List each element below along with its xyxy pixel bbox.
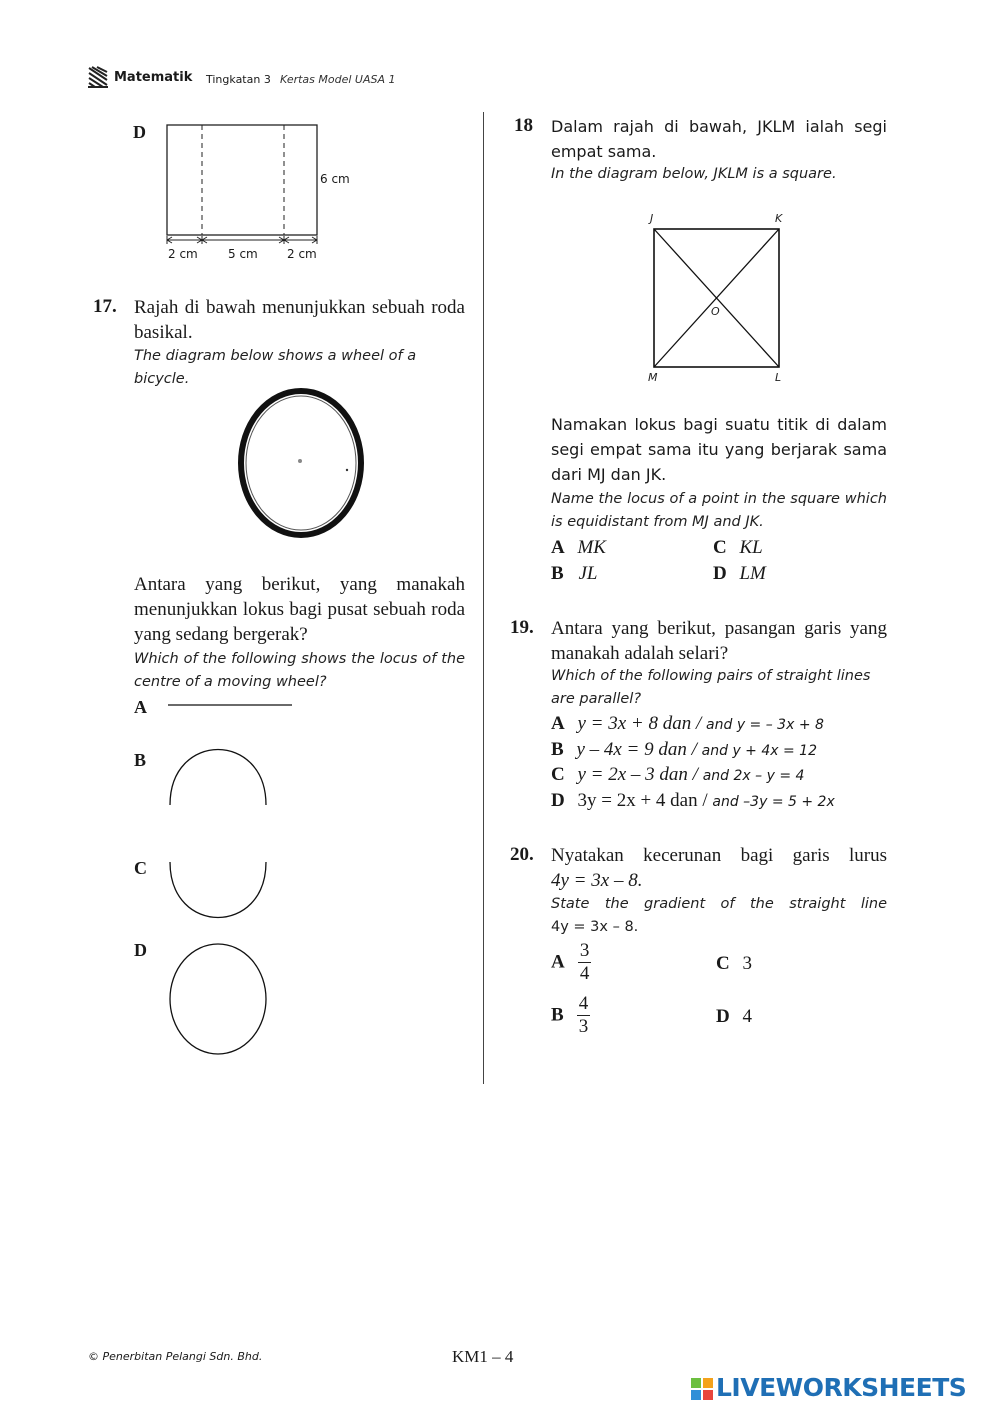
q16-option-d-net-diagram: [160, 118, 360, 268]
q20-option-a[interactable]: [551, 940, 591, 985]
q20-option-b[interactable]: [551, 993, 590, 1038]
q18-text-en: In the diagram below, JKLM is a square.: [551, 166, 837, 182]
q19-option-a-equation-en: and y = – 3x + 8: [706, 717, 824, 733]
header-series: Kertas Model UASA 1: [280, 73, 396, 86]
q18-option-c-text: KL: [739, 537, 763, 558]
center-o-label: O: [711, 305, 720, 318]
q20-option-d-label: D: [716, 1006, 730, 1027]
liveworksheets-wordmark: LIVEWORKSHEETS: [716, 1373, 967, 1402]
q17-option-d-circle[interactable]: [164, 940, 274, 1060]
q19-text-en: Which of the following pairs of straight lines are parallel?: [551, 668, 871, 707]
q17-option-a-label[interactable]: A: [134, 697, 147, 717]
q19-option-b-label: B: [551, 739, 564, 760]
q20-option-c[interactable]: [716, 953, 752, 975]
q19-number: 19.: [510, 617, 534, 638]
q18-option-d[interactable]: [713, 563, 766, 585]
q20-option-b-label: B: [551, 1004, 564, 1026]
q17-option-c-label[interactable]: C: [134, 858, 147, 878]
q19-option-c-equation: y = 2x – 3 dan /: [577, 764, 698, 785]
bicycle-wheel-diagram: [236, 386, 366, 546]
q20-option-a-denominator: 4: [579, 963, 590, 984]
q20-equation-en: 4y = 3x – 8.: [551, 919, 639, 935]
q20-text-ms: Nyatakan kecerunan bagi garis lurus: [551, 845, 887, 866]
q18-option-c-label: C: [713, 537, 727, 558]
q19-option-d-label: D: [551, 790, 565, 811]
q16-option-d-label: D: [133, 122, 146, 142]
q18-option-b[interactable]: [551, 563, 597, 585]
q16-height-label: 6 cm: [320, 172, 350, 186]
q17-option-c-lower-arc[interactable]: [164, 858, 274, 923]
q19-option-a-equation: y = 3x + 8 dan /: [577, 713, 702, 734]
q17-option-d-label[interactable]: D: [134, 940, 147, 960]
liveworksheets-brand[interactable]: [690, 1373, 990, 1409]
q18-number: 18: [514, 115, 533, 136]
q19-option-d-equation-en: and –3y = 5 + 2x: [712, 794, 835, 810]
q18-text-ms: Dalam rajah di bawah, JKLM ialah segi empat sama.: [551, 117, 887, 161]
q17-option-b-label[interactable]: B: [134, 750, 147, 770]
q16-width-label-3: 2 cm: [287, 247, 317, 261]
q20-number: 20.: [510, 844, 534, 865]
q19-option-c-equation-en: and 2x – y = 4: [702, 768, 805, 784]
q20-option-c-value: 3: [742, 953, 752, 974]
q20-option-b-fraction: [577, 993, 591, 1038]
q18-option-a[interactable]: [551, 537, 606, 559]
q17-option-a-straight-line[interactable]: [166, 700, 296, 710]
q17-question-en: Which of the following shows the locus of the centre of a moving wheel?: [134, 651, 465, 690]
q16-width-label-1: 2 cm: [168, 247, 198, 261]
q18-option-c[interactable]: [713, 537, 763, 559]
q20-option-a-numerator: 3: [579, 940, 590, 961]
vertex-j-label: J: [650, 212, 654, 225]
footer-publisher: © Penerbitan Pelangi Sdn. Bhd.: [88, 1350, 263, 1363]
q19-option-d[interactable]: [551, 790, 835, 812]
q19-option-b[interactable]: [551, 739, 817, 761]
q18-question-ms: Namakan lokus bagi suatu titik di dalam segi empat sama itu yang berjarak sama dari MJ dan JK.: [551, 415, 887, 484]
q20-option-d[interactable]: [716, 1006, 752, 1028]
q19-option-d-equation: 3y = 2x + 4 dan /: [577, 790, 708, 811]
vertex-m-label: M: [648, 371, 658, 384]
header: [88, 66, 488, 92]
q18-option-a-text: MK: [577, 537, 606, 558]
q20-equation: 4y = 3x – 8.: [551, 870, 643, 891]
q19-option-b-equation-en: and y + 4x = 12: [701, 743, 817, 759]
q18-option-b-label: B: [551, 563, 564, 584]
vertex-l-label: L: [775, 371, 782, 384]
header-level: Tingkatan 3: [206, 73, 271, 86]
q19-option-c[interactable]: [551, 764, 804, 786]
q17-text-ms: Rajah di bawah menunjukkan sebuah roda basikal.: [134, 297, 465, 343]
publisher-logo-icon: [88, 66, 108, 88]
q18-option-a-label: A: [551, 537, 565, 558]
q19-option-a[interactable]: [551, 713, 824, 735]
q19-option-a-label: A: [551, 713, 565, 734]
q20-option-c-label: C: [716, 953, 730, 974]
q20-option-a-fraction: [578, 940, 592, 985]
column-divider: [483, 112, 484, 1084]
q20-option-d-value: 4: [742, 1006, 752, 1027]
q17-option-b-upper-arc[interactable]: [164, 745, 274, 810]
vertex-k-label: K: [775, 212, 783, 225]
q20-option-b-numerator: 4: [578, 993, 589, 1014]
liveworksheets-logo-icon: [690, 1377, 714, 1401]
q16-width-label-2: 5 cm: [228, 247, 258, 261]
q19-option-b-equation: y – 4x = 9 dan /: [576, 739, 697, 760]
q19-text-ms: Antara yang berikut, pasangan garis yang manakah adalah selari?: [551, 618, 887, 664]
q17-text-en: The diagram below shows a wheel of a bicycle.: [134, 348, 417, 387]
q20-text-en: State the gradient of the straight line: [551, 896, 887, 912]
q18-option-d-text: LM: [739, 563, 766, 584]
q19-option-c-label: C: [551, 764, 565, 785]
square-jklm-diagram: [640, 205, 800, 385]
q18-option-d-label: D: [713, 563, 727, 584]
q20-option-a-label: A: [551, 951, 565, 973]
q18-option-b-text: JL: [578, 563, 598, 584]
footer-page-number: KM1 – 4: [452, 1347, 514, 1366]
q17-number: 17.: [93, 296, 117, 317]
header-subject: Matematik: [114, 70, 193, 85]
q18-question-en: Name the locus of a point in the square which is equidistant from MJ and JK.: [551, 491, 887, 530]
q20-option-b-denominator: 3: [578, 1016, 589, 1037]
q17-question-ms: Antara yang berikut, yang manakah menunjukkan lokus bagi pusat sebuah roda yang sedang bergerak?: [134, 574, 465, 645]
